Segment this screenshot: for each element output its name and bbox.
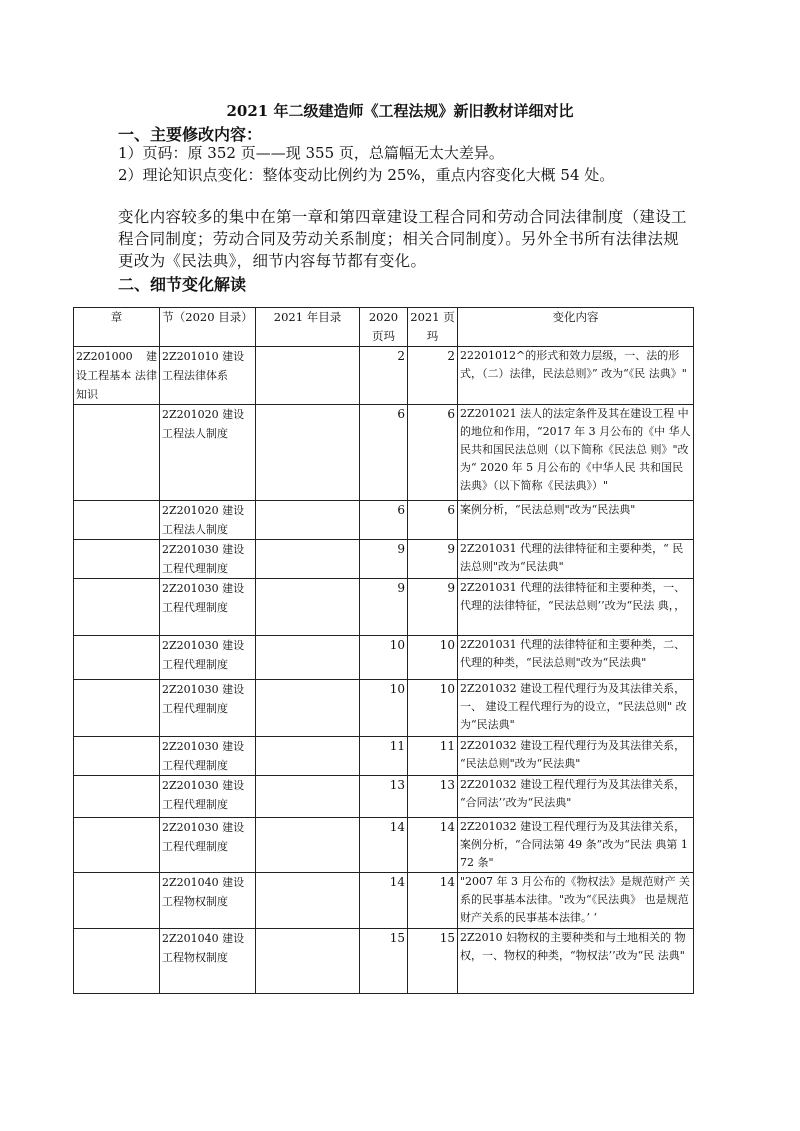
summary-paragraph: 变化内容较多的集中在第一章和第四章建设工程合同和劳动合同法律制度（建设工程合同制度；劳动合同及劳动关系制度；相关合同制度）。另外全书所有法律法规更改为《民法典》，细节内容每节都有变化。 [118, 208, 687, 270]
chapter-cell [74, 680, 160, 737]
section-cell: 2Z201030 建设工程代理制度 [160, 540, 256, 579]
section-cell: 2Z201030 建设工程代理制度 [160, 776, 256, 818]
section-cell: 2Z201020 建设工程法人制度 [160, 501, 256, 540]
section-cell: 2Z201030 建设工程代理制度 [160, 737, 256, 776]
page-2021-cell: 6 [408, 405, 458, 501]
section-heading-main-changes: 一、主要修改内容： [118, 125, 263, 144]
page-2021-cell: 13 [408, 776, 458, 818]
change-cell: 2Z201031 代理的法律特征和主要种类，一、 代理的法律特征，“民法总则’’改为“民法 典，， [458, 579, 694, 636]
change-line-pages: 1）页码：原 352 页——现 355 页，总篇幅无太大差异。 [118, 144, 504, 162]
section-cell: 2Z201030 建设工程代理制度 [160, 680, 256, 737]
change-line-knowledge: 2）理论知识点变化：整体变动比例约为 25%，重点内容变化大概 54 处。 [118, 166, 615, 184]
header-section-2020: 节（2020 目录） [160, 308, 256, 347]
chapter-cell [74, 929, 160, 994]
page-2021-cell: 10 [408, 680, 458, 737]
header-page-2020: 2020 页玛 [360, 308, 408, 347]
toc-2021-cell [256, 540, 360, 579]
chapter-cell [74, 579, 160, 636]
chapter-cell [74, 405, 160, 501]
page-2020-cell: 14 [360, 873, 408, 929]
table-row [74, 501, 694, 540]
header-page-2021: 2021 页玛 [408, 308, 458, 347]
page-2020-cell: 6 [360, 405, 408, 501]
table-row [74, 579, 694, 636]
section-heading-details: 二、细节变化解读 [118, 275, 247, 294]
chapter-cell [74, 636, 160, 680]
page-2020-cell: 10 [360, 680, 408, 737]
page-2020-cell: 14 [360, 818, 408, 873]
page-2020-cell: 2 [360, 347, 408, 405]
table-row [74, 873, 694, 929]
change-cell: 2Z201032 建设工程代理行为及其法律关系， “民法总则"改为“民法典" [458, 737, 694, 776]
toc-2021-cell [256, 501, 360, 540]
change-cell: 2Z201032 建设工程代理行为及其法律关系， 案例分析，“合同法第 49 条”改为“民法 典第 172 条" [458, 818, 694, 873]
chapter-cell [74, 737, 160, 776]
table-row [74, 680, 694, 737]
toc-2021-cell [256, 680, 360, 737]
toc-2021-cell [256, 636, 360, 680]
page-2021-cell: 2 [408, 347, 458, 405]
chapter-cell [74, 540, 160, 579]
chapter-cell: 2Z201000 建设工程基本 法律知识 [74, 347, 160, 405]
toc-2021-cell [256, 405, 360, 501]
page-2020-cell: 13 [360, 776, 408, 818]
page-2021-cell: 14 [408, 818, 458, 873]
table-row [74, 818, 694, 873]
page-2021-cell: 9 [408, 579, 458, 636]
section-cell: 2Z201030 建设工程代理制度 [160, 579, 256, 636]
section-cell: 2Z201030 建设工程代理制度 [160, 636, 256, 680]
table-row [74, 929, 694, 994]
table-row [74, 776, 694, 818]
page-2021-cell: 15 [408, 929, 458, 994]
toc-2021-cell [256, 579, 360, 636]
page-2020-cell: 9 [360, 579, 408, 636]
toc-2021-cell [256, 776, 360, 818]
page-2020-cell: 10 [360, 636, 408, 680]
section-cell: 2Z201040 建设工程物权制度 [160, 929, 256, 994]
table-header-row [74, 308, 694, 347]
page-2021-cell: 9 [408, 540, 458, 579]
change-cell: 22201012^的形式和效力层级，一、法的形 式，（二）法律，民法总则》” 改为“《民 法典》" [458, 347, 694, 405]
section-cell: 2Z201040 建设工程物权制度 [160, 873, 256, 929]
change-cell: 2Z201032 建设工程代理行为及其法律关系，一、 建设工程代理行为的设立，“民法总则" 改为“民法典" [458, 680, 694, 737]
section-cell: 2Z201030 建设工程代理制度 [160, 818, 256, 873]
toc-2021-cell [256, 929, 360, 994]
table-row [74, 405, 694, 501]
comparison-table [73, 307, 694, 994]
document-title: 2021 年二级建造师《工程法规》新旧教材详细对比 [226, 102, 574, 120]
section-cell: 2Z201020 建设工程法人制度 [160, 405, 256, 501]
toc-2021-cell [256, 347, 360, 405]
header-change: 变化内容 [458, 308, 694, 347]
page-2021-cell: 10 [408, 636, 458, 680]
page-2020-cell: 11 [360, 737, 408, 776]
toc-2021-cell [256, 873, 360, 929]
change-cell: 2Z201021 法人的法定条件及其在建设工程 中的地位和作用，“2017 年 3 月公布的《中 华人民共和国民法总则（以下简称《民法总 则》"改为“ 2020 年 5 月公布的《中华人民 共和国民法典》（以下简称《民法典》）" [458, 405, 694, 501]
table-row [74, 737, 694, 776]
change-cell: 案例分析，“民法总则"改为“民法典" [458, 501, 694, 540]
change-cell: 2Z201031 代理的法律特征和主要种类，二、 代理的种类，“民法总则"改为“民法典" [458, 636, 694, 680]
chapter-cell [74, 873, 160, 929]
page-2020-cell: 15 [360, 929, 408, 994]
table-row [74, 636, 694, 680]
header-chapter: 章 [74, 308, 160, 347]
page-2021-cell: 14 [408, 873, 458, 929]
change-cell: 2Z201032 建设工程代理行为及其法律关系， “合同法’’改为“民法典" [458, 776, 694, 818]
header-toc-2021: 2021 年目录 [256, 308, 360, 347]
page-2020-cell: 9 [360, 540, 408, 579]
change-cell: 2Z201031 代理的法律特征和主要种类，“ 民 法总则"改为“民法典" [458, 540, 694, 579]
table-row [74, 540, 694, 579]
chapter-cell [74, 501, 160, 540]
table-row [74, 347, 694, 405]
change-cell: 2Z2010 妇物权的主要种类和与土地相关的 物权，一、物权的种类，“物权法’’改为“民 法典" [458, 929, 694, 994]
page-2021-cell: 6 [408, 501, 458, 540]
page-2020-cell: 6 [360, 501, 408, 540]
chapter-cell [74, 776, 160, 818]
toc-2021-cell [256, 737, 360, 776]
chapter-cell [74, 818, 160, 873]
page-2021-cell: 11 [408, 737, 458, 776]
change-cell: "2007 年 3 月公布的《物权法》是规范财产 关系的民事基本法律。"改为“《民法典》 也是规范财产关系的民事基本法律。’ ‘ [458, 873, 694, 929]
section-cell: 2Z201010 建设工程法律体系 [160, 347, 256, 405]
toc-2021-cell [256, 818, 360, 873]
